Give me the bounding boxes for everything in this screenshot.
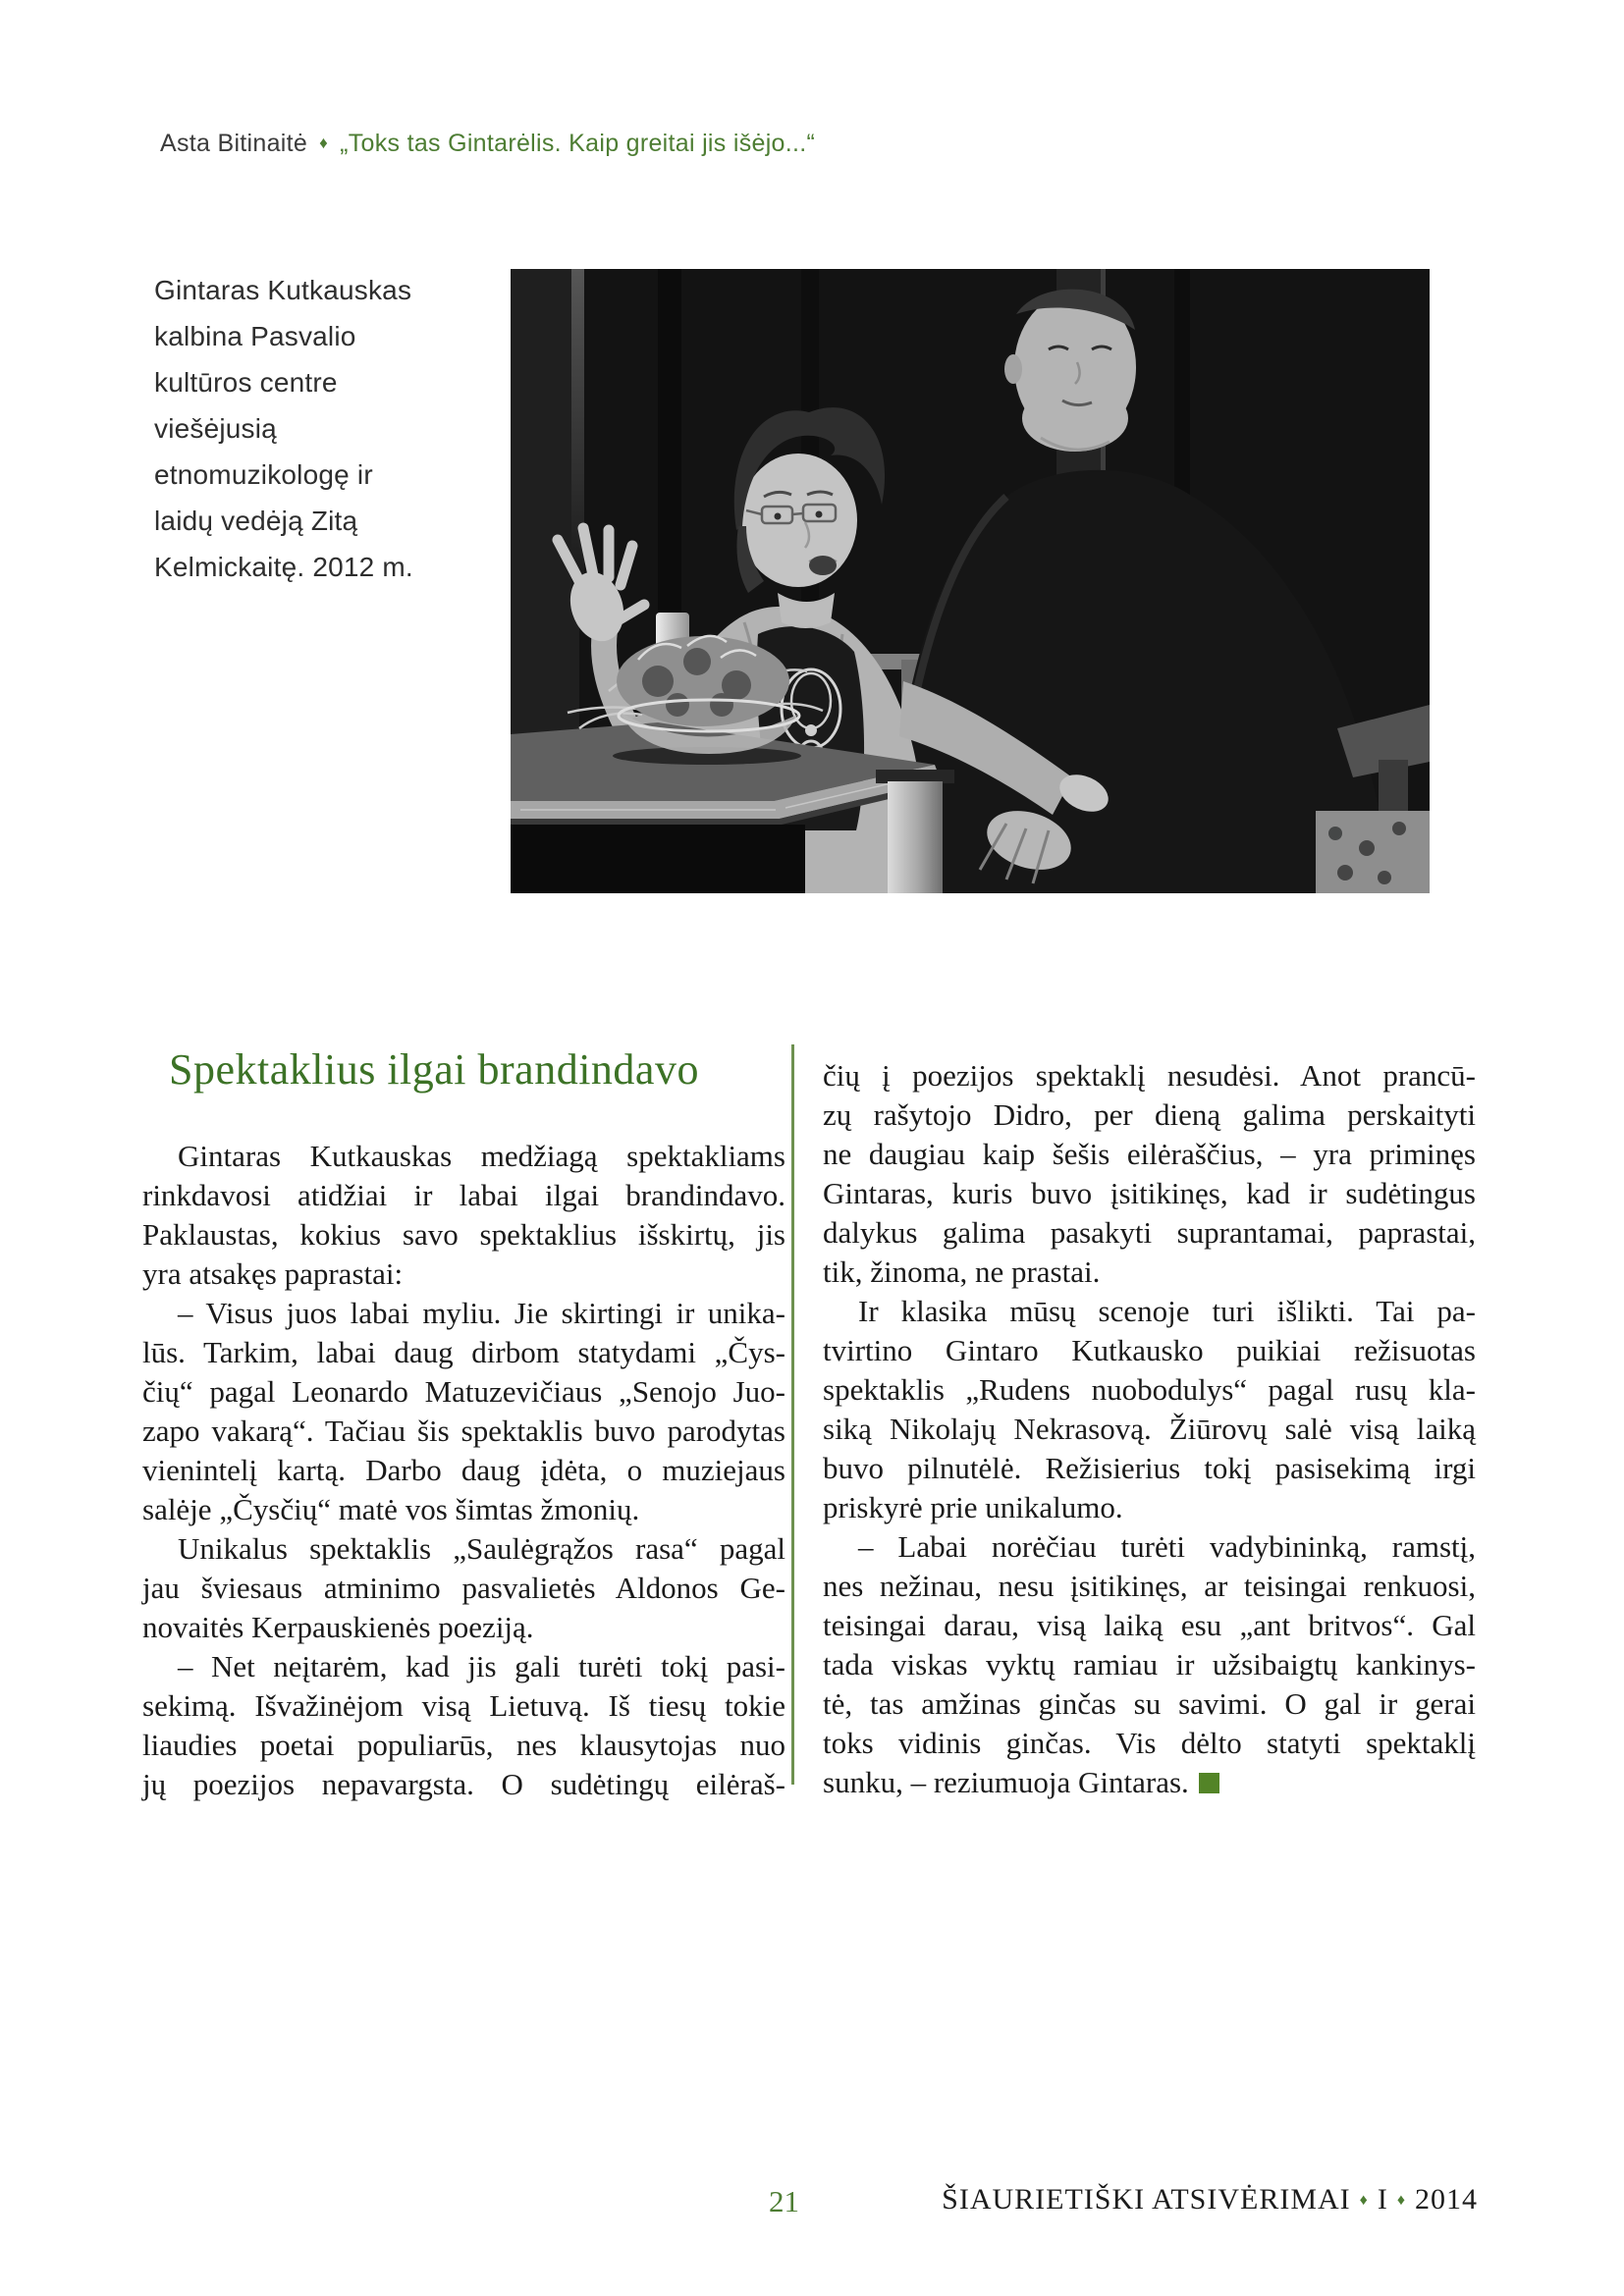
text-line: nes nežinau, nesu įsitikinęs, ar teisingai renkuosi, xyxy=(823,1569,1476,1603)
journal-title: ŠIAURIETIŠKI ATSIVĖRIMAI xyxy=(942,2183,1351,2216)
paragraph xyxy=(142,1137,785,1294)
page-number: 21 xyxy=(769,2184,799,2218)
issue-number: I xyxy=(1377,2183,1388,2216)
journal-diamond-icon: ♦ xyxy=(1396,2192,1406,2209)
header-diamond-icon: ♦ xyxy=(319,133,329,152)
text-line: siką Nikolajų Nekrasovą. Žiūrovų salė visą laiką xyxy=(823,1412,1476,1446)
column-divider xyxy=(791,1044,794,1785)
text-line: toks vidinis ginčas. Vis dėlto statyti spektaklį xyxy=(823,1726,1476,1760)
text-line: lūs. Tarkim, labai daug dirbom statydami „Čys- xyxy=(142,1335,785,1369)
text-line: zų rašytojo Didro, per dieną galima perskaityti xyxy=(823,1097,1476,1132)
author-name: Asta Bitinaitė xyxy=(160,130,308,157)
text-line: – Labai norėčiau turėti vadybininką, ramstį, xyxy=(858,1529,1476,1564)
text-line: tada viskas vyktų ramiau ir užsibaigtų kankinys- xyxy=(823,1647,1476,1682)
journal-diamond-icon: ♦ xyxy=(1359,2192,1369,2209)
caption-line: viešėjusią xyxy=(154,413,277,444)
caption-line: kultūros centre xyxy=(154,367,338,398)
text-line: buvo pilnutėlė. Režisierius tokį pasisekimą irgi xyxy=(823,1451,1476,1485)
text-line: novaitės Kerpauskienės poeziją. xyxy=(142,1610,534,1644)
photo xyxy=(511,269,1430,893)
text-line: priskyrė prie unikalumo. xyxy=(823,1490,1123,1524)
text-line: čių į poezijos spektaklį nesudėsi. Anot prancū- xyxy=(823,1058,1476,1093)
text-line: jų poezijos nepavargsta. O sudėtingų eilėraš- xyxy=(142,1767,785,1801)
article-heading: Spektaklius ilgai brandindavo xyxy=(169,1045,699,1094)
text-line: rinkdavosi atidžiai ir labai ilgai brandindavo. xyxy=(142,1178,785,1212)
text-line: – Net neįtarėm, kad jis gali turėti tokį pasi- xyxy=(178,1649,785,1683)
text-line: – Visus juos labai myliu. Jie skirtingi ir unika- xyxy=(178,1296,785,1330)
article-column-right xyxy=(823,1056,1476,1802)
journal-title-line xyxy=(942,2183,1478,2216)
text-line: Paklaustas, kokius savo spektaklius išskirtų, jis xyxy=(142,1217,785,1252)
text-line: yra atsakęs paprastai: xyxy=(142,1256,404,1291)
caption-line: Gintaras Kutkauskas xyxy=(154,275,412,305)
caption-line: laidų vedėją Zitą xyxy=(154,506,358,536)
article-column-left xyxy=(142,1137,785,1804)
caption-line: Kelmickaitę. 2012 m. xyxy=(154,552,413,582)
text-line: Ir klasika mūsų scenoje turi išlikti. Tai pa- xyxy=(858,1294,1476,1328)
text-line: salėje „Čysčių“ matė vos šimtas žmonių. xyxy=(142,1492,640,1526)
text-line: Unikalus spektaklis „Saulėgrąžos rasa“ pagal xyxy=(178,1531,785,1566)
paragraph xyxy=(142,1529,785,1647)
text-line: tė, tas amžinas ginčas su savimi. O gal ir gerai xyxy=(823,1686,1476,1721)
text-line: dalykus galima pasakyti suprantamai, paprastai, xyxy=(823,1215,1476,1250)
photo-illustration xyxy=(511,269,1430,893)
end-of-article-marker xyxy=(1199,1773,1219,1793)
paragraph xyxy=(142,1647,785,1804)
text-line: sunku, – reziumuoja Gintaras. xyxy=(823,1763,1476,1802)
text-line: jau šviesaus atminimo pasvalietės Aldonos Ge- xyxy=(142,1571,785,1605)
photo-caption xyxy=(154,267,508,590)
text-line: teisingai darau, visą laiką esu „ant britvos“. Gal xyxy=(823,1608,1476,1642)
text-line: tik, žinoma, ne prastai. xyxy=(823,1255,1101,1289)
article-title-quote: „Toks tas Gintarėlis. Kaip greitai jis išėjo...“ xyxy=(340,130,816,157)
running-header xyxy=(160,130,815,158)
text-line: spektaklis „Rudens nuobodulys“ pagal rusų kla- xyxy=(823,1372,1476,1407)
paragraph xyxy=(823,1056,1476,1292)
caption-line: kalbina Pasvalio xyxy=(154,321,356,351)
text-line: sekimą. Išvažinėjom visą Lietuvą. Iš tiesų tokie xyxy=(142,1688,785,1723)
caption-line: etnomuzikologę ir xyxy=(154,459,373,490)
text-line: tvirtino Gintaro Kutkausko puikiai režisuotas xyxy=(823,1333,1476,1367)
text-line: Gintaras, kuris buvo įsitikinęs, kad ir sudėtingus xyxy=(823,1176,1476,1210)
text-line: čių“ pagal Leonardo Matuzevičiaus „Senojo Juo- xyxy=(142,1374,785,1409)
text-line: ne daugiau kaip šešis eilėraščius, – yra priminęs xyxy=(823,1137,1476,1171)
paragraph xyxy=(142,1294,785,1529)
journal-year: 2014 xyxy=(1415,2183,1478,2216)
paragraph xyxy=(823,1527,1476,1802)
text-line: vienintelį kartą. Darbo daug įdėta, o muziejaus xyxy=(142,1453,785,1487)
paragraph xyxy=(823,1292,1476,1527)
text-line: zapo vakarą“. Tačiau šis spektaklis buvo parodytas xyxy=(142,1414,785,1448)
text-line: liaudies poetai populiarūs, nes klausytojas nuo xyxy=(142,1728,785,1762)
text-line: Gintaras Kutkauskas medžiagą spektakliams xyxy=(178,1139,785,1173)
